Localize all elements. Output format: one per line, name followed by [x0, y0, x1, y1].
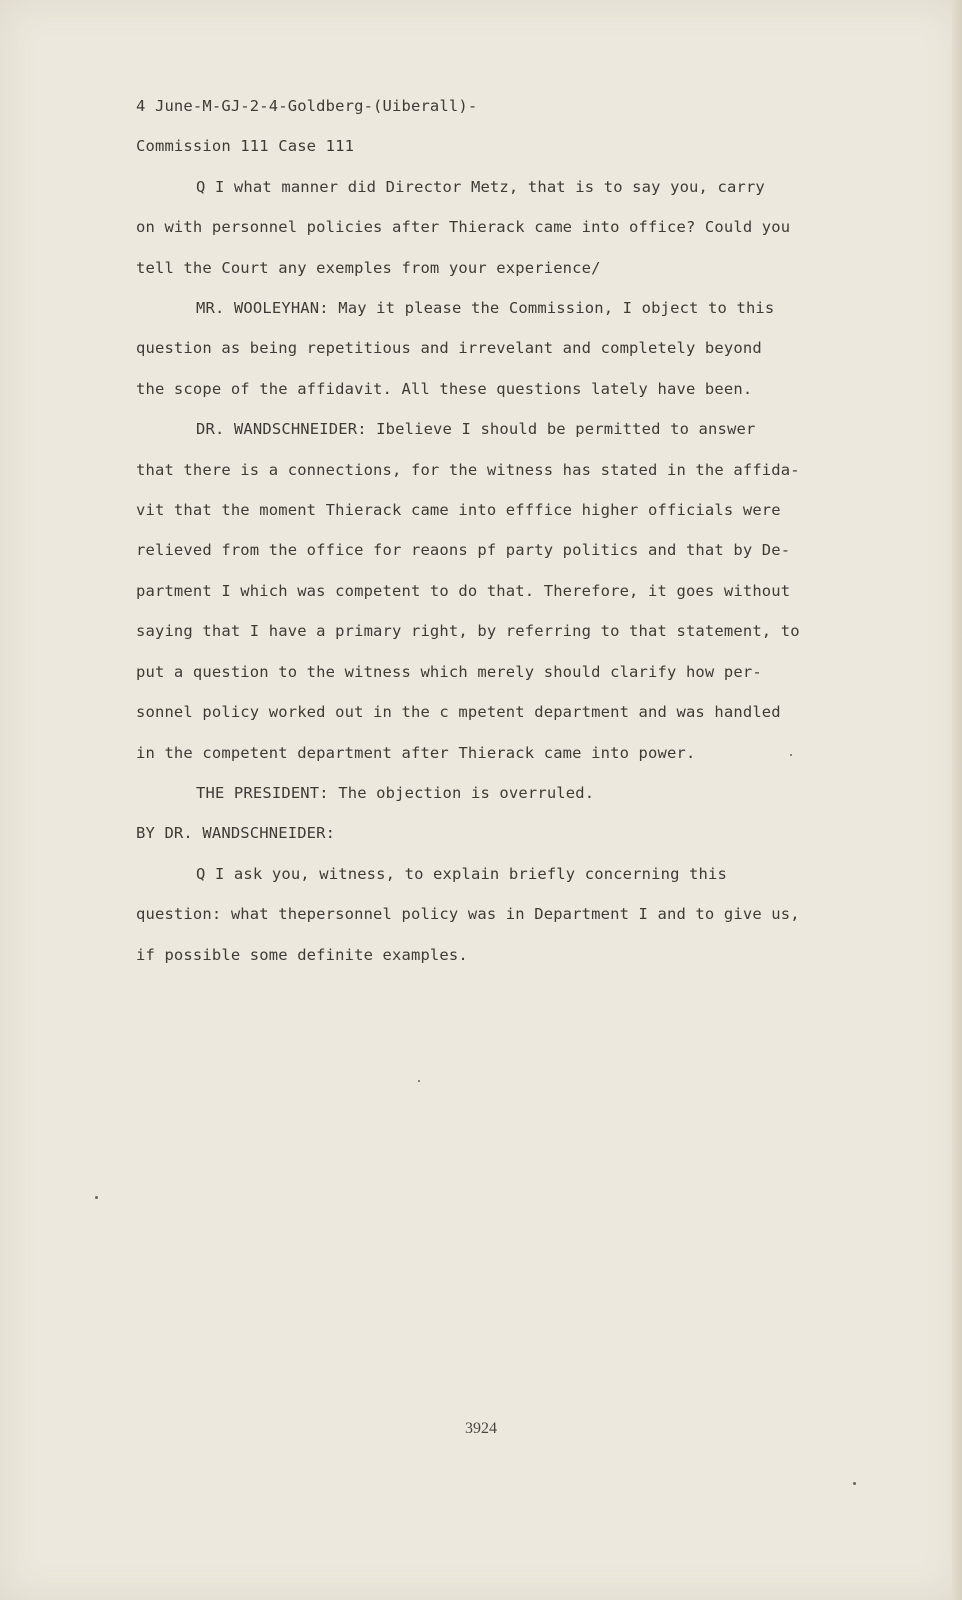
- paper-speck: [790, 754, 792, 756]
- body-line: put a question to the witness which merely should clarify how per-: [136, 662, 762, 681]
- page-edge: [952, 0, 962, 1600]
- body-line: relieved from the office for reaons pf party politics and that by De-: [136, 541, 791, 560]
- body-line: if possible some definite examples.: [136, 945, 468, 964]
- body-line: on with personnel policies after Thierack came into office? Could you: [136, 218, 791, 237]
- header-line-2: Commission 111 Case 111: [136, 137, 355, 156]
- body-line: Q I what manner did Director Metz, that is to say you, carry: [196, 177, 765, 196]
- paper-speck: [418, 1080, 420, 1082]
- page-number: 3924: [465, 1420, 497, 1437]
- body-line: MR. WOOLEYHAN: May it please the Commission, I object to this: [196, 299, 775, 318]
- header-line-1: 4 June-M-GJ-2-4-Goldberg-(Uiberall)-: [136, 97, 478, 115]
- paper-speck: [95, 1196, 98, 1199]
- body-line: in the competent department after Thierack came into power.: [136, 743, 696, 762]
- paper-speck: [853, 1482, 856, 1485]
- body-line: sonnel policy worked out in the c mpetent department and was handled: [136, 703, 781, 722]
- body-line: BY DR. WANDSCHNEIDER:: [136, 824, 336, 843]
- body-line: THE PRESIDENT: The objection is overruled.: [196, 783, 595, 802]
- body-line: saying that I have a primary right, by referring to that statement, to: [136, 622, 800, 641]
- body-line: DR. WANDSCHNEIDER: Ibelieve I should be permitted to answer: [196, 420, 756, 439]
- body-line: question: what thepersonnel policy was in Department I and to give us,: [136, 905, 800, 924]
- body-line: question as being repetitious and irrevelant and completely beyond: [136, 339, 762, 358]
- body-line: vit that the moment Thierack came into efffice higher officials were: [136, 501, 781, 520]
- transcript-text: [136, 86, 856, 975]
- body-line: Q I ask you, witness, to explain briefly concerning this: [196, 864, 727, 883]
- body-line: tell the Court any exemples from your experience/: [136, 258, 601, 277]
- body-line: that there is a connections, for the witness has stated in the affida-: [136, 460, 800, 479]
- body-line: the scope of the affidavit. All these questions lately have been.: [136, 379, 753, 398]
- body-line: partment I which was competent to do that. Therefore, it goes without: [136, 581, 791, 600]
